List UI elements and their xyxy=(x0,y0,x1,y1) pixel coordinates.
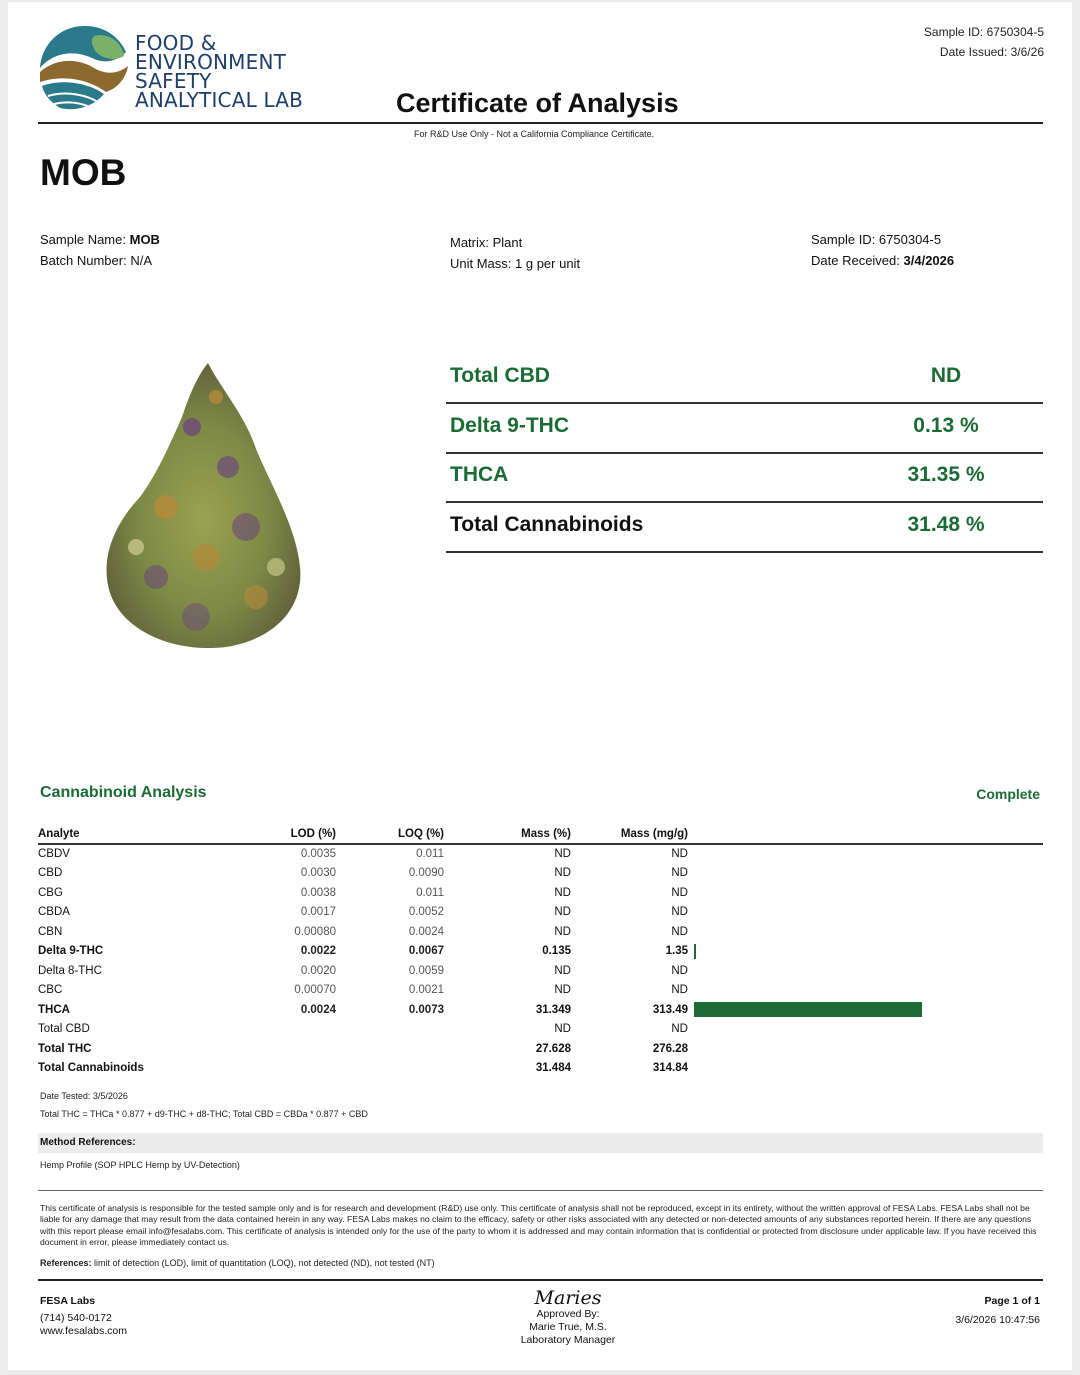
analyte-cell: CBD xyxy=(38,867,63,880)
coa-page xyxy=(8,2,1072,1370)
analyte-cell: CBDA xyxy=(38,906,70,919)
mass-mg-cell: 276.28 xyxy=(652,1042,688,1055)
lod-cell: 0.0035 xyxy=(300,848,336,861)
bar-cell xyxy=(688,883,1043,903)
loq-cell: 0.0059 xyxy=(408,964,444,977)
approver-title: Laboratory Manager xyxy=(520,1334,616,1346)
lod-cell xyxy=(228,1039,336,1059)
mass-pct-cell: ND xyxy=(554,886,571,899)
loq-cell: 0.0073 xyxy=(408,1003,444,1016)
mass-pct-cell: ND xyxy=(554,906,571,919)
product-photo xyxy=(96,357,306,652)
lod-cell: 0.0024 xyxy=(300,1003,336,1016)
date-received xyxy=(811,250,954,271)
summary-label: Total CBD xyxy=(450,364,550,387)
matrix: Matrix: Plant xyxy=(450,235,523,250)
info-right xyxy=(811,229,954,271)
col-mass-mg: Mass (mg/g) xyxy=(571,824,688,844)
lab-name xyxy=(135,31,304,112)
bar-cell xyxy=(688,1000,1043,1020)
bar-cell xyxy=(688,1039,1043,1059)
info-middle xyxy=(450,232,580,274)
analyte-cell: CBC xyxy=(38,984,63,997)
table-header xyxy=(38,824,1043,844)
lab-name-line: SAFETY xyxy=(135,69,212,93)
footer-approval xyxy=(488,1288,648,1347)
mass-mg-cell: 1.35 xyxy=(665,945,688,958)
footer-timestamp: 3/6/2026 10:47:56 xyxy=(955,1314,1040,1326)
mass-bar xyxy=(694,944,696,959)
table-row xyxy=(38,844,1043,864)
bar-cell xyxy=(688,844,1043,864)
col-loq: LOQ (%) xyxy=(336,824,444,844)
loq-cell: 0.0052 xyxy=(408,906,444,919)
references-text: limit of detection (LOD), limit of quantitation (LOQ), not detected (ND), not tested (NT) xyxy=(94,1258,435,1268)
approver-name: Marie True, M.S. xyxy=(529,1321,607,1333)
table-row xyxy=(38,1000,1043,1020)
loq-cell: 0.0090 xyxy=(408,867,444,880)
analyte-cell: CBDV xyxy=(38,848,70,861)
summary-row-total-cannabinoids xyxy=(446,503,1043,553)
mass-mg-cell: ND xyxy=(671,964,688,977)
mass-mg-cell: 314.84 xyxy=(652,1062,688,1075)
mass-pct-cell: ND xyxy=(554,1023,571,1036)
lod-cell: 0.0038 xyxy=(300,886,336,899)
summary-value: ND xyxy=(930,364,962,387)
analysis-status: Complete xyxy=(976,786,1040,802)
references-label: References: xyxy=(40,1258,92,1268)
mass-mg-cell: ND xyxy=(671,906,688,919)
page-title: Certificate of Analysis xyxy=(396,88,679,118)
header-sample-id: Sample ID: 6750304-5 xyxy=(923,25,1044,39)
summary-label: THCA xyxy=(450,463,509,486)
summary-label: Total Cannabinoids xyxy=(450,513,644,536)
lod-cell: 0.00080 xyxy=(294,925,336,938)
lod-cell xyxy=(228,1059,336,1079)
mass-pct-cell: ND xyxy=(554,848,571,861)
analyte-cell: CBG xyxy=(38,886,63,899)
mass-bar xyxy=(694,1002,922,1017)
lab-name-line: ANALYTICAL LAB xyxy=(135,88,304,112)
lab-name-line: FOOD & xyxy=(135,31,217,55)
date-received-value: 3/4/2026 xyxy=(903,253,955,268)
mass-pct-cell: ND xyxy=(554,867,571,880)
summary-value: 31.48 % xyxy=(907,513,985,536)
info-left xyxy=(40,229,160,271)
lab-name-line: ENVIRONMENT xyxy=(135,50,287,74)
analysis-heading: Cannabinoid Analysis xyxy=(40,784,207,801)
lod-cell: 0.00070 xyxy=(294,984,336,997)
bar-cell xyxy=(688,1059,1043,1079)
analyte-cell: Total Cannabinoids xyxy=(38,1062,144,1075)
bar-cell xyxy=(688,903,1043,923)
analyte-cell: THCA xyxy=(38,1003,70,1016)
bar-cell xyxy=(688,942,1043,962)
loq-cell xyxy=(336,1059,444,1079)
mass-mg-cell: ND xyxy=(671,925,688,938)
analyte-cell: Delta 8-THC xyxy=(38,964,102,977)
lod-cell: 0.0030 xyxy=(300,867,336,880)
analyte-cell: Total THC xyxy=(38,1042,92,1055)
bar-cell xyxy=(688,1020,1043,1040)
analyte-cell: Delta 9-THC xyxy=(38,945,104,958)
footer-company: FESA Labs xyxy=(40,1295,96,1307)
sample-name-value: MOB xyxy=(129,232,160,247)
sample-name-label: Sample Name: xyxy=(40,232,126,247)
mass-pct-cell: 27.628 xyxy=(535,1042,571,1055)
mass-mg-cell: 313.49 xyxy=(652,1003,688,1016)
mass-pct-cell: 31.349 xyxy=(535,1003,571,1016)
subtitle: For R&D Use Only - Not a California Compliance Certificate. xyxy=(414,129,655,139)
method-references-label: Method References: xyxy=(38,1133,1043,1153)
date-received-label: Date Received: xyxy=(811,253,900,268)
summary-label: Delta 9-THC xyxy=(450,414,570,437)
summary-row-total-cbd xyxy=(446,354,1043,404)
formula: Total THC = THCa * 0.877 + d9-THC + d8-THC; Total CBD = CBDa * 0.877 + CBD xyxy=(40,1109,368,1119)
table-row xyxy=(38,961,1043,981)
mass-mg-cell: ND xyxy=(671,867,688,880)
product-name: MOB xyxy=(40,152,127,193)
table-row xyxy=(38,1039,1043,1059)
signature: Maries xyxy=(534,1287,602,1309)
bar-cell xyxy=(688,864,1043,884)
header-date-issued: Date Issued: 3/6/26 xyxy=(939,45,1044,59)
info-sample-id: Sample ID: 6750304-5 xyxy=(811,232,942,247)
mass-mg-cell: ND xyxy=(671,848,688,861)
unit-mass: Unit Mass: 1 g per unit xyxy=(450,256,581,271)
col-lod: LOD (%) xyxy=(228,824,336,844)
bar-cell xyxy=(688,961,1043,981)
lod-cell: 0.0017 xyxy=(300,906,336,919)
footer-page-block xyxy=(955,1295,1040,1327)
loq-cell xyxy=(336,1039,444,1059)
header-meta xyxy=(924,22,1044,62)
loq-cell: 0.0067 xyxy=(408,945,444,958)
loq-cell: 0.0024 xyxy=(408,925,444,938)
lab-logo xyxy=(34,22,134,118)
summary-value: 0.13 % xyxy=(913,414,979,437)
table-row xyxy=(38,922,1043,942)
lod-cell: 0.0020 xyxy=(300,964,336,977)
mass-mg-cell: ND xyxy=(671,1023,688,1036)
table-row xyxy=(38,1059,1043,1079)
analyte-cell: Total CBD xyxy=(38,1023,90,1036)
sample-name xyxy=(40,229,160,250)
table-row xyxy=(38,864,1043,884)
references xyxy=(40,1257,435,1269)
header-divider xyxy=(38,122,1043,124)
mass-pct-cell: 0.135 xyxy=(542,945,571,958)
table-row xyxy=(38,903,1043,923)
analyte-cell: CBN xyxy=(38,925,63,938)
table-row xyxy=(38,942,1043,962)
loq-cell: 0.0021 xyxy=(408,984,444,997)
disclaimer-divider xyxy=(38,1190,1043,1191)
date-tested: Date Tested: 3/5/2026 xyxy=(40,1091,128,1101)
lod-cell xyxy=(228,1020,336,1040)
mass-pct-cell: 31.484 xyxy=(535,1062,571,1075)
summary-row-thca xyxy=(446,453,1043,503)
loq-cell xyxy=(336,1020,444,1040)
footer-divider xyxy=(38,1279,1043,1281)
col-bar xyxy=(688,824,1043,844)
footer-company-block xyxy=(40,1295,127,1338)
cannabinoid-table xyxy=(38,824,1043,1078)
page-number: Page 1 of 1 xyxy=(984,1295,1040,1307)
col-mass-pct: Mass (%) xyxy=(444,824,571,844)
table-row xyxy=(38,1020,1043,1040)
summary-row-delta9 xyxy=(446,404,1043,454)
approved-by-label: Approved By: xyxy=(536,1308,600,1320)
col-analyte: Analyte xyxy=(38,824,228,844)
mass-mg-cell: ND xyxy=(671,886,688,899)
bar-cell xyxy=(688,922,1043,942)
bar-cell xyxy=(688,981,1043,1001)
disclaimer: This certificate of analysis is responsible for the tested sample only and is for research and development (R&D) use only. This certificate of analysis shall not be reproduced, except in its entirety, without the written approval of FESA Labs. FESA Labs shall not be liable for any damage that may result from the data contained herein in any way. FESA Labs makes no claim to the efficacy, safety or other risks associated with any detected or non-detected amounts of any substances reported herein. If there are any questions with this report please email info@fesalabs.com. This certificate of analysis is intended only for the use of the party to whom it is addressed and may contain information that is confidential or protected from disclosure under applicable law. If you have received this document in error, please immediately contact us. xyxy=(40,1203,1037,1247)
batch-number: Batch Number: N/A xyxy=(40,253,152,268)
loq-cell: 0.011 xyxy=(416,886,444,899)
mass-pct-cell: ND xyxy=(554,925,571,938)
table-row xyxy=(38,883,1043,903)
table-row xyxy=(38,981,1043,1001)
lod-cell: 0.0022 xyxy=(300,945,336,958)
footer-website: www.fesalabs.com xyxy=(40,1325,127,1337)
mass-pct-cell: ND xyxy=(554,984,571,997)
footer-phone: (714) 540-0172 xyxy=(40,1312,112,1324)
method-references-value: Hemp Profile (SOP HPLC Hemp by UV-Detection) xyxy=(40,1160,240,1170)
loq-cell: 0.011 xyxy=(416,848,444,861)
summary-value: 31.35 % xyxy=(907,463,985,486)
mass-pct-cell: ND xyxy=(554,964,571,977)
mass-mg-cell: ND xyxy=(671,984,688,997)
